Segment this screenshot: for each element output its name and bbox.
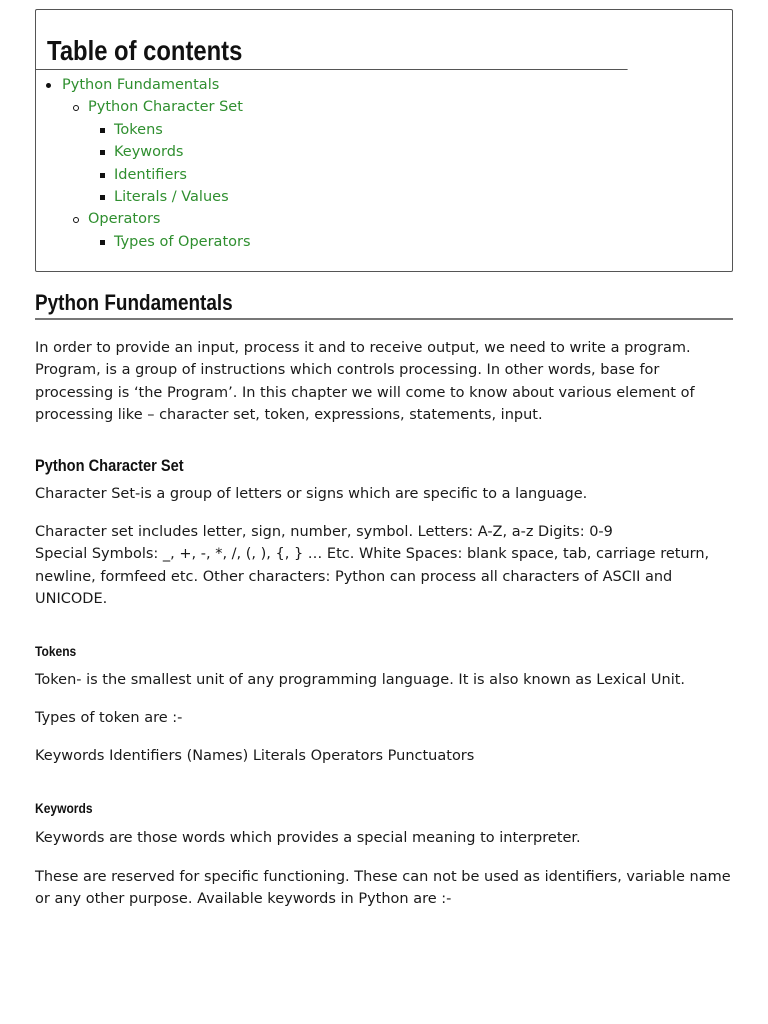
token-types-paragraph: Types of token are :- bbox=[35, 710, 183, 726]
charset-definition-paragraph: Character Set-is a group of letters or signs which are specific to a language. bbox=[35, 486, 588, 502]
token-definition-paragraph: Token- is the smallest unit of any programming language. It is also known as Lexical Unit. bbox=[35, 672, 686, 688]
toc-item bbox=[36, 208, 732, 230]
toc-list bbox=[36, 70, 732, 271]
square-bullet-icon bbox=[100, 150, 105, 155]
token-list-paragraph: Keywords Identifiers (Names) Literals Operators Punctuators bbox=[35, 748, 475, 764]
toc-item bbox=[36, 186, 732, 208]
toc-item bbox=[36, 74, 732, 96]
square-bullet-icon bbox=[100, 195, 105, 200]
heading-text: Python Character Set bbox=[35, 456, 184, 475]
toc-item bbox=[36, 231, 732, 253]
section-heading-python-fundamentals bbox=[35, 289, 733, 320]
heading-text: Python Fundamentals bbox=[35, 290, 233, 315]
toc-link-python-fundamentals[interactable]: Python Fundamentals bbox=[62, 77, 220, 93]
disc-bullet-icon bbox=[46, 83, 51, 88]
heading-text: Tokens bbox=[35, 643, 77, 659]
intro-paragraph: In order to provide an input, process it and to receive output, we need to write a program. Program, is a group of instructions which controls processing. In other words, base for processing is ‘the Program’. In this chapter we will come to know about various element of processing like – character set, token, expressions, statements, input. bbox=[35, 340, 695, 424]
heading-text: Keywords bbox=[35, 800, 93, 816]
toc-link-operators[interactable]: Operators bbox=[88, 211, 161, 228]
subheading-python-character-set bbox=[35, 455, 208, 477]
document bbox=[35, 9, 733, 908]
circle-bullet-icon bbox=[73, 105, 79, 111]
circle-bullet-icon bbox=[73, 217, 79, 223]
subheading-tokens bbox=[35, 641, 83, 661]
table-of-contents bbox=[35, 9, 733, 272]
toc-item bbox=[36, 141, 732, 163]
square-bullet-icon bbox=[100, 173, 105, 178]
square-bullet-icon bbox=[100, 128, 105, 133]
square-bullet-icon bbox=[100, 240, 105, 245]
subheading-keywords bbox=[35, 798, 102, 818]
charset-letters-line: Character set includes letter, sign, number, symbol. Letters: A-Z, a-z Digits: 0-9 bbox=[35, 524, 613, 540]
toc-link-keywords[interactable]: Keywords bbox=[114, 144, 184, 161]
toc-title: Table of contents bbox=[36, 10, 628, 70]
toc-link-literals-values[interactable]: Literals / Values bbox=[114, 188, 229, 205]
toc-link-python-character-set[interactable]: Python Character Set bbox=[88, 99, 243, 116]
keywords-definition-paragraph: Keywords are those words which provides a special meaning to interpreter. bbox=[35, 830, 581, 846]
charset-symbols-paragraph: Special Symbols: _, +, -, *, /, (, ), {, } … Etc. White Spaces: blank space, tab, carriage return, newline, formfeed etc. Other characters: Python can process all characters of ASCII and UNICODE. bbox=[35, 546, 710, 608]
toc-link-types-of-operators[interactable]: Types of Operators bbox=[114, 233, 251, 250]
toc-item bbox=[36, 164, 732, 186]
toc-item bbox=[36, 96, 732, 118]
keywords-reserved-paragraph: These are reserved for specific functioning. These can not be used as identifiers, variable name or any other purpose. Available keywords in Python are :- bbox=[35, 869, 731, 908]
toc-link-identifiers[interactable]: Identifiers bbox=[114, 166, 187, 183]
toc-link-tokens[interactable]: Tokens bbox=[114, 121, 163, 138]
toc-item bbox=[36, 119, 732, 141]
